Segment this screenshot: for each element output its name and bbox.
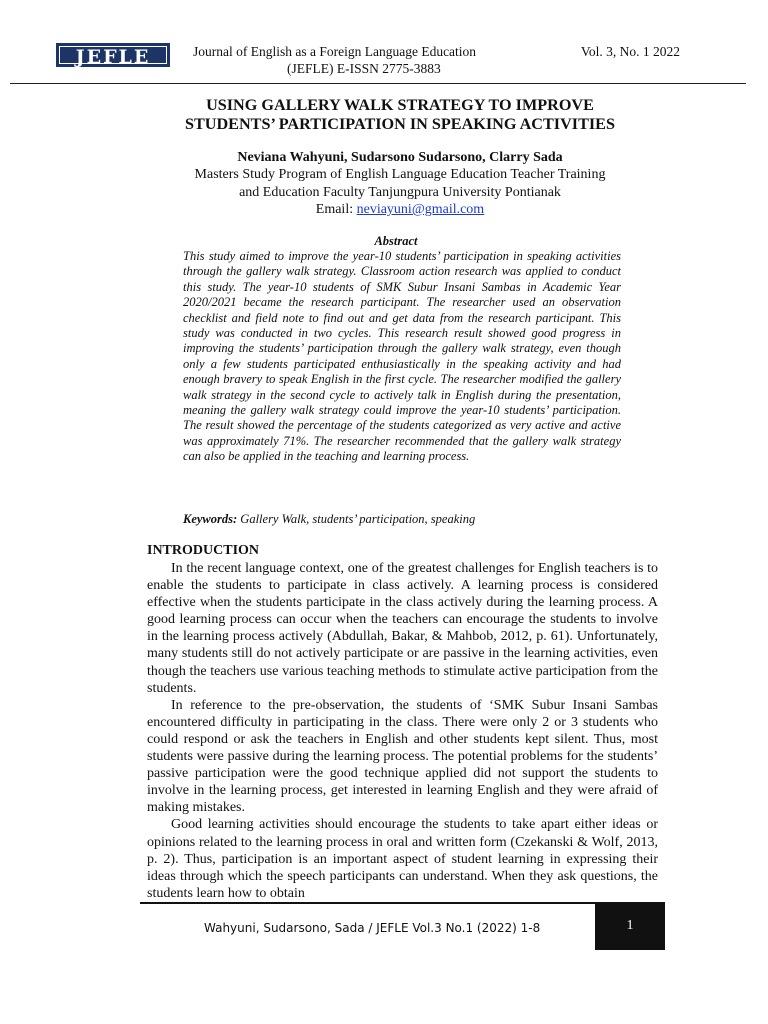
abstract-heading: Abstract <box>374 234 418 248</box>
header-divider <box>10 83 746 84</box>
introduction-body <box>147 560 658 902</box>
keywords-value: Gallery Walk, students’ participation, speaking <box>240 512 476 526</box>
keywords-label: Keywords: <box>183 512 238 526</box>
introduction-heading: INTRODUCTION <box>147 543 260 558</box>
email-line <box>100 202 700 218</box>
page-number: 1 <box>595 902 665 950</box>
jefle-logo: JEFLE <box>56 43 170 67</box>
intro-paragraph-2: In reference to the pre-observation, the students of ‘SMK Subur Insani Sambas encountered difficulty in participating in the class. There were only 2 or 3 students who could respond or ask the teachers in English and other students kept silent. Thus, most students were passive during the learning process. The potential problems for the students’ passive participation were the good technique applied did not support the students to involve in the learning process, get interested in learning English and they were afraid of making mistakes. <box>147 697 658 816</box>
intro-paragraph-1: In the recent language context, one of the greatest challenges for English teachers is to enable the students to participate in class actively. A learning process is considered effective when the students participate in the class actively during the learning process. A good learning process can occur when the teachers can encourage the students to involve in the learning process actively (Abdullah, Bakar, & Mahbob, 2012, p. 61). Unfortunately, many students still do not actively participate or are passive in the learning activities, even though the teachers use various teaching methods to stimulate active participation from the students. <box>147 561 658 696</box>
title-line-1: USING GALLERY WALK STRATEGY TO IMPROVE <box>206 96 594 114</box>
affiliation-line-2: and Education Faculty Tanjungpura University Pontianak <box>239 185 561 200</box>
page-header <box>0 0 768 86</box>
volume-issue: Vol. 3, No. 1 2022 <box>580 44 680 59</box>
intro-paragraph-3: Good learning activities should encourage the students to take apart either ideas or opinions related to the learning process in oral and written form (Czekanski & Wolf, 2013, p. 2). Thus, participation is an important aspect of student learning in expressing their ideas through which the speech participants can understand. When they ask questions, the students learn how to obtain <box>147 817 658 901</box>
footer-divider <box>140 902 595 904</box>
email-label: Email: <box>315 202 354 217</box>
authors: Neviana Wahyuni, Sudarsono Sudarsono, Clarry Sada <box>237 150 563 165</box>
journal-name: Journal of English as a Foreign Language Education <box>193 44 477 59</box>
keywords <box>183 512 475 527</box>
title-line-2: STUDENTS’ PARTICIPATION IN SPEAKING ACTIVITIES <box>185 115 615 133</box>
abstract-text: This study aimed to improve the year-10 students’ participation in speaking activities through the gallery walk strategy. Classroom action research was applied to conduct this study. The year-10 students of SMK Subur Insani Sambas in Academic Year 2020/2021 became the research participant. The researcher used an observation checklist and field note to find out and get data from the research participant. This study was conducted in two cycles. This research result showed good progress in improving the students’ participation through the gallery walk strategy, even though only a few students participated enthusiastically in the speaking activity and had enough bravery to speak English in the first cycle. The researcher modified the gallery walk strategy in the second cycle to actively talk in English during the presentation, meaning the gallery walk strategy could improve the year-10 students’ participation. The result showed the percentage of the students categorized as very active and active was approximately 71%. The researcher recommended that the gallery walk strategy can also be applied in the teaching and learning process. <box>183 249 621 464</box>
footer-citation: Wahyuni, Sudarsono, Sada / JEFLE Vol.3 No.1 (2022) 1-8 <box>204 921 541 935</box>
email-link[interactable]: neviayuni@gmail.com <box>356 202 485 217</box>
journal-issn: (JEFLE) E-ISSN 2775-3883 <box>287 61 441 76</box>
affiliation-line-1: Masters Study Program of English Language Education Teacher Training <box>194 167 606 182</box>
affiliation <box>100 166 700 202</box>
article-title <box>100 96 700 134</box>
